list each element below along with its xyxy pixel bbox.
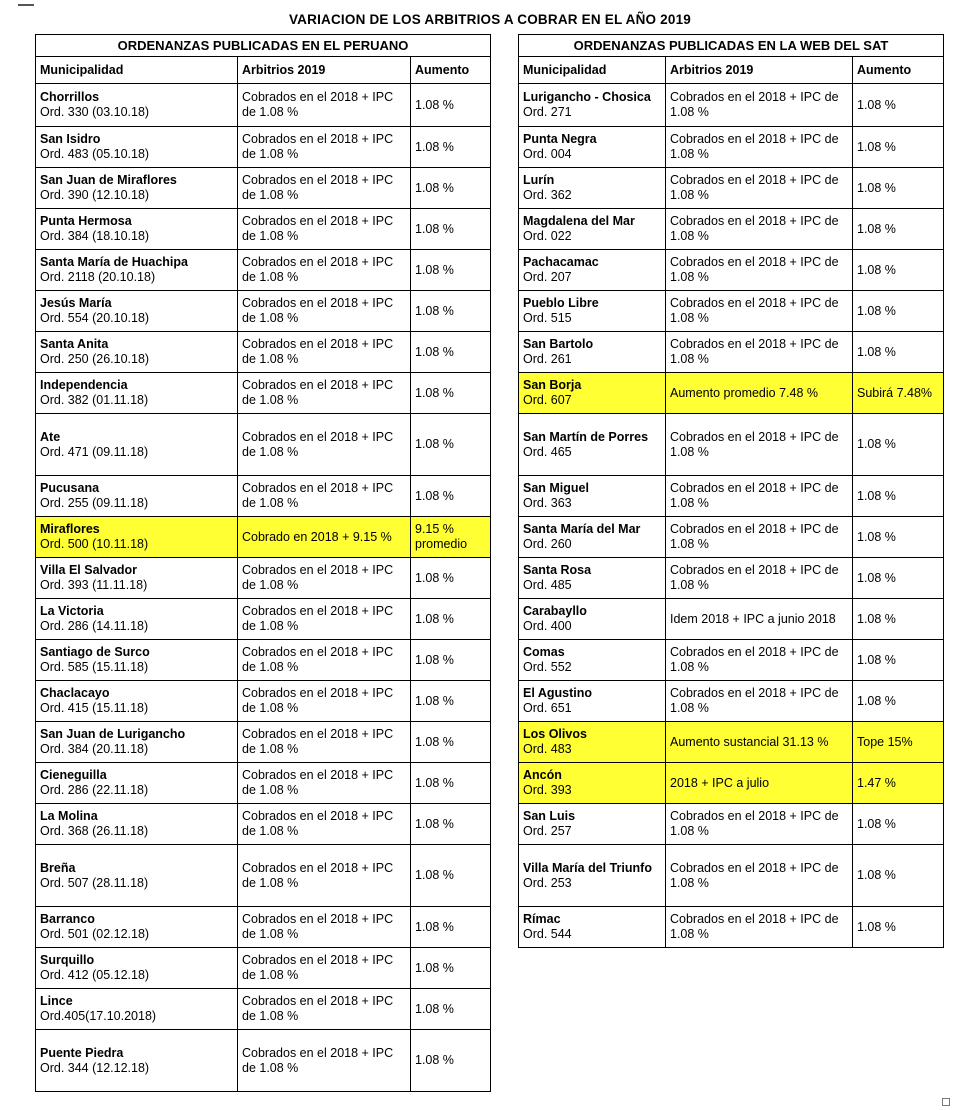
municipality-cell — [519, 84, 666, 127]
arbitrios-cell: Cobrados en el 2018 + IPC de 1.08 % — [666, 414, 853, 476]
ordinance-number: Ord. 507 (28.11.18) — [40, 875, 149, 890]
aumento-cell: 1.08 % — [411, 332, 491, 373]
arbitrios-cell: Cobrados en el 2018 + IPC de 1.08 % — [238, 640, 411, 681]
ordinance-number: Ord. 344 (12.12.18) — [40, 1060, 150, 1075]
ordinance-number: Ord. 255 (09.11.18) — [40, 496, 149, 510]
table-row — [36, 168, 491, 209]
table-row — [36, 599, 491, 640]
aumento-cell: 1.08 % — [853, 845, 944, 907]
ordinance-number: Ord. 393 (11.11.18) — [40, 578, 148, 592]
municipality-cell — [519, 250, 666, 291]
table-row — [36, 291, 491, 332]
municipality-cell — [519, 476, 666, 517]
municipality-cell — [519, 332, 666, 373]
table-row — [519, 291, 944, 332]
aumento-cell: 1.08 % — [411, 558, 491, 599]
municipality-name: Puente Piedra — [40, 1045, 124, 1060]
ordinance-number: Ord. 607 — [523, 393, 572, 407]
municipality-cell — [36, 332, 238, 373]
aumento-cell: 1.08 % — [411, 722, 491, 763]
municipality-cell — [519, 907, 666, 948]
corner-mark — [18, 0, 34, 6]
municipality-name: Pueblo Libre — [523, 296, 599, 310]
aumento-cell: 1.08 % — [853, 558, 944, 599]
municipality-cell — [519, 681, 666, 722]
municipality-name: Santa Rosa — [523, 563, 592, 577]
municipality-cell — [36, 640, 238, 681]
table-row — [36, 845, 491, 907]
municipality-name: Comas — [523, 645, 565, 659]
arbitrios-cell: Cobrados en el 2018 + IPC de 1.08 % — [238, 558, 411, 599]
municipality-name: Punta Negra — [523, 132, 597, 146]
ordinance-number: Ord. 384 (20.11.18) — [40, 742, 149, 756]
table-row — [519, 640, 944, 681]
municipality-cell — [36, 804, 238, 845]
arbitrios-cell: Cobrados en el 2018 + IPC de 1.08 % — [666, 250, 853, 291]
arbitrios-cell: Cobrados en el 2018 + IPC de 1.08 % — [238, 373, 411, 414]
municipality-cell — [36, 989, 238, 1030]
table-row — [36, 517, 491, 558]
arbitrios-cell: Cobrados en el 2018 + IPC de 1.08 % — [238, 332, 411, 373]
ordinance-number: Ord. 362 — [523, 188, 572, 202]
arbitrios-cell: Cobrados en el 2018 + IPC de 1.08 % — [666, 291, 853, 332]
municipality-name: Santa María del Mar — [523, 522, 641, 536]
municipality-name: Villa El Salvador — [40, 563, 138, 577]
ordinance-number: Ord. 207 — [523, 270, 572, 284]
municipality-cell — [36, 127, 238, 168]
municipality-name: Breña — [40, 860, 76, 875]
arbitrios-cell: 2018 + IPC a julio — [666, 763, 853, 804]
municipality-name: Pachacamac — [523, 255, 599, 269]
table-row — [519, 681, 944, 722]
municipality-cell — [519, 722, 666, 763]
table-row — [36, 476, 491, 517]
arbitrios-cell: Cobrados en el 2018 + IPC de 1.08 % — [666, 845, 853, 907]
municipality-cell — [519, 763, 666, 804]
arbitrios-cell: Cobrados en el 2018 + IPC de 1.08 % — [666, 332, 853, 373]
municipality-name: Los Olivos — [523, 727, 587, 741]
arbitrios-cell: Cobrados en el 2018 + IPC de 1.08 % — [666, 127, 853, 168]
arbitrios-cell: Cobrados en el 2018 + IPC de 1.08 % — [238, 291, 411, 332]
aumento-cell: 1.08 % — [853, 209, 944, 250]
table-caption: ORDENANZAS PUBLICADAS EN LA WEB DEL SAT — [519, 35, 944, 57]
arbitrios-cell: Cobrados en el 2018 + IPC de 1.08 % — [666, 168, 853, 209]
arbitrios-cell: Cobrados en el 2018 + IPC de 1.08 % — [238, 209, 411, 250]
municipality-name: San Luis — [523, 809, 576, 823]
ordinance-number: Ord. 412 (05.12.18) — [40, 968, 150, 982]
ordinance-number: Ord. 2118 (20.10.18) — [40, 270, 156, 284]
column-header-aumento: Aumento — [411, 57, 491, 84]
table-row — [36, 127, 491, 168]
municipality-cell — [519, 558, 666, 599]
municipality-name: Ancón — [523, 768, 562, 782]
aumento-cell: Tope 15% — [853, 722, 944, 763]
municipality-cell — [36, 517, 238, 558]
aumento-cell: 1.08 % — [853, 168, 944, 209]
arbitrios-cell: Cobrados en el 2018 + IPC de 1.08 % — [666, 907, 853, 948]
aumento-cell: 1.08 % — [853, 84, 944, 127]
ordinance-number: Ord. 363 — [523, 496, 572, 510]
aumento-cell: 1.08 % — [411, 1030, 491, 1092]
arbitrios-cell: Cobrados en el 2018 + IPC de 1.08 % — [238, 722, 411, 763]
arbitrios-cell: Cobrados en el 2018 + IPC de 1.08 % — [238, 907, 411, 948]
municipality-name: San Miguel — [523, 481, 589, 495]
ordinance-number: Ord. 554 (20.10.18) — [40, 311, 150, 325]
municipality-name: Magdalena del Mar — [523, 214, 635, 228]
municipality-cell — [36, 84, 238, 127]
table-row — [519, 845, 944, 907]
table-row — [36, 1030, 491, 1092]
arbitrios-cell: Idem 2018 + IPC a junio 2018 — [666, 599, 853, 640]
table-row — [36, 84, 491, 127]
municipality-cell — [519, 640, 666, 681]
municipality-name: Lurigancho - Chosica — [523, 90, 651, 104]
aumento-cell: 9.15 % promedio — [411, 517, 491, 558]
aumento-cell: 1.08 % — [853, 291, 944, 332]
municipality-cell — [36, 414, 238, 476]
arbitrios-cell: Cobrados en el 2018 + IPC de 1.08 % — [666, 681, 853, 722]
table-row — [36, 640, 491, 681]
aumento-cell: 1.08 % — [853, 476, 944, 517]
municipality-cell — [519, 209, 666, 250]
arbitrios-cell: Cobrados en el 2018 + IPC de 1.08 % — [238, 845, 411, 907]
arbitrios-cell: Cobrados en el 2018 + IPC de 1.08 % — [666, 209, 853, 250]
table-row — [519, 127, 944, 168]
arbitrios-cell: Cobrados en el 2018 + IPC de 1.08 % — [238, 168, 411, 209]
aumento-cell: 1.08 % — [411, 476, 491, 517]
aumento-cell: 1.08 % — [853, 414, 944, 476]
table-row — [36, 414, 491, 476]
municipality-name: Pucusana — [40, 481, 100, 495]
table-row — [519, 722, 944, 763]
municipality-cell — [36, 168, 238, 209]
municipality-cell — [36, 599, 238, 640]
table-caption: ORDENANZAS PUBLICADAS EN EL PERUANO — [36, 35, 491, 57]
table-row — [36, 681, 491, 722]
municipality-cell — [36, 476, 238, 517]
table-row — [519, 250, 944, 291]
aumento-cell: 1.08 % — [411, 804, 491, 845]
table-row — [519, 763, 944, 804]
aumento-cell: Subirá 7.48% — [853, 373, 944, 414]
aumento-cell: 1.08 % — [853, 250, 944, 291]
aumento-cell: 1.47 % — [853, 763, 944, 804]
arbitrios-cell: Cobrados en el 2018 + IPC de 1.08 % — [238, 681, 411, 722]
municipality-name: San Martín de Porres — [523, 429, 649, 444]
ordinance-number: Ord. 390 (12.10.18) — [40, 188, 150, 202]
municipality-name: La Molina — [40, 809, 98, 823]
municipality-name: Santa María de Huachipa — [40, 255, 188, 269]
table-row — [519, 414, 944, 476]
arbitrios-cell: Cobrados en el 2018 + IPC de 1.08 % — [666, 804, 853, 845]
table-row — [36, 948, 491, 989]
municipality-name: San Isidro — [40, 132, 101, 146]
ordinance-number: Ord. 501 (02.12.18) — [40, 927, 150, 941]
municipality-cell — [519, 127, 666, 168]
ordinance-number: Ord. 271 — [523, 105, 572, 119]
page-end-mark — [942, 1098, 950, 1106]
municipality-name: Carabayllo — [523, 604, 587, 618]
municipality-cell — [36, 948, 238, 989]
table-row — [519, 599, 944, 640]
municipality-cell — [519, 291, 666, 332]
ordinance-number: Ord. 483 — [523, 742, 572, 756]
arbitrios-cell: Cobrados en el 2018 + IPC de 1.08 % — [238, 476, 411, 517]
municipality-name: San Bartolo — [523, 337, 594, 351]
arbitrios-cell: Cobrados en el 2018 + IPC de 1.08 % — [238, 763, 411, 804]
ordinance-number: Ord. 515 — [523, 311, 572, 325]
arbitrios-cell: Cobrados en el 2018 + IPC de 1.08 % — [666, 84, 853, 127]
ordinance-number: Ord.405(17.10.2018) — [40, 1009, 157, 1023]
ordinance-number: Ord. 393 — [523, 783, 572, 797]
municipality-name: Chorrillos — [40, 90, 100, 104]
table-row — [519, 907, 944, 948]
municipality-name: San Borja — [523, 378, 582, 392]
column-header-municipalidad: Municipalidad — [519, 57, 666, 84]
ordinance-number: Ord. 651 — [523, 701, 572, 715]
ordinance-number: Ord. 471 (09.11.18) — [40, 444, 149, 459]
aumento-cell: 1.08 % — [411, 948, 491, 989]
ordinance-number: Ord. 382 (01.11.18) — [40, 393, 149, 407]
municipality-cell — [519, 517, 666, 558]
aumento-cell: 1.08 % — [853, 640, 944, 681]
municipality-cell — [519, 599, 666, 640]
aumento-cell: 1.08 % — [411, 291, 491, 332]
page-title: VARIACION DE LOS ARBITRIOS A COBRAR EN EL AÑO 2019 — [288, 12, 692, 27]
table-row — [519, 168, 944, 209]
municipality-name: Independencia — [40, 378, 128, 392]
table-row — [36, 722, 491, 763]
municipality-name: Santa Anita — [40, 337, 109, 351]
table-row — [36, 209, 491, 250]
sat-web-ordinances-table — [518, 34, 944, 948]
arbitrios-cell: Cobrados en el 2018 + IPC de 1.08 % — [238, 804, 411, 845]
municipality-cell — [36, 681, 238, 722]
arbitrios-cell: Cobrados en el 2018 + IPC de 1.08 % — [238, 84, 411, 127]
peruano-ordinances-table — [35, 34, 491, 1092]
ordinance-number: Ord. 286 (14.11.18) — [40, 619, 149, 633]
municipality-cell — [36, 1030, 238, 1092]
municipality-name: Villa María del Triunfo — [523, 860, 652, 875]
aumento-cell: 1.08 % — [853, 127, 944, 168]
municipality-name: La Victoria — [40, 604, 104, 618]
arbitrios-cell: Cobrados en el 2018 + IPC de 1.08 % — [238, 1030, 411, 1092]
aumento-cell: 1.08 % — [853, 517, 944, 558]
municipality-name: Lurín — [523, 173, 555, 187]
aumento-cell: 1.08 % — [411, 989, 491, 1030]
ordinance-number: Ord. 485 — [523, 578, 572, 592]
arbitrios-cell: Cobrados en el 2018 + IPC de 1.08 % — [238, 127, 411, 168]
table-row — [519, 332, 944, 373]
aumento-cell: 1.08 % — [853, 907, 944, 948]
table-row — [519, 558, 944, 599]
municipality-cell — [36, 558, 238, 599]
ordinance-number: Ord. 330 (03.10.18) — [40, 105, 150, 119]
table-row — [519, 517, 944, 558]
ordinance-number: Ord. 260 — [523, 537, 572, 551]
aumento-cell: 1.08 % — [853, 599, 944, 640]
ordinance-number: Ord. 004 — [523, 147, 572, 161]
municipality-name: Miraflores — [40, 522, 100, 536]
column-header-municipalidad: Municipalidad — [36, 57, 238, 84]
municipality-cell — [519, 804, 666, 845]
ordinance-number: Ord. 415 (15.11.18) — [40, 701, 149, 715]
aumento-cell: 1.08 % — [411, 168, 491, 209]
aumento-cell: 1.08 % — [853, 681, 944, 722]
ordinance-number: Ord. 286 (22.11.18) — [40, 783, 149, 797]
arbitrios-cell: Cobrados en el 2018 + IPC de 1.08 % — [666, 517, 853, 558]
municipality-cell — [36, 763, 238, 804]
table-row — [519, 209, 944, 250]
municipality-name: Lince — [40, 994, 73, 1008]
municipality-cell — [36, 845, 238, 907]
municipality-cell — [36, 250, 238, 291]
arbitrios-cell: Cobrados en el 2018 + IPC de 1.08 % — [238, 250, 411, 291]
table-row — [519, 84, 944, 127]
aumento-cell: 1.08 % — [411, 250, 491, 291]
ordinance-number: Ord. 500 (10.11.18) — [40, 537, 149, 551]
municipality-cell — [519, 168, 666, 209]
municipality-cell — [519, 845, 666, 907]
arbitrios-cell: Cobrados en el 2018 + IPC de 1.08 % — [666, 640, 853, 681]
ordinance-number: Ord. 585 (15.11.18) — [40, 660, 149, 674]
arbitrios-cell: Cobrado en 2018 + 9.15 % — [238, 517, 411, 558]
column-header-aumento: Aumento — [853, 57, 944, 84]
ordinance-number: Ord. 552 — [523, 660, 572, 674]
ordinance-number: Ord. 261 — [523, 352, 572, 366]
ordinance-number: Ord. 257 — [523, 824, 572, 838]
municipality-cell — [519, 414, 666, 476]
municipality-cell — [36, 907, 238, 948]
aumento-cell: 1.08 % — [411, 209, 491, 250]
table-row — [36, 804, 491, 845]
arbitrios-cell: Cobrados en el 2018 + IPC de 1.08 % — [238, 414, 411, 476]
municipality-cell — [36, 209, 238, 250]
aumento-cell: 1.08 % — [411, 845, 491, 907]
aumento-cell: 1.08 % — [411, 640, 491, 681]
table-row — [36, 373, 491, 414]
arbitrios-cell: Cobrados en el 2018 + IPC de 1.08 % — [238, 948, 411, 989]
municipality-name: Jesús María — [40, 296, 112, 310]
ordinance-number: Ord. 544 — [523, 927, 572, 941]
table-row — [36, 907, 491, 948]
ordinance-number: Ord. 483 (05.10.18) — [40, 147, 150, 161]
arbitrios-cell: Cobrados en el 2018 + IPC de 1.08 % — [666, 476, 853, 517]
aumento-cell: 1.08 % — [411, 84, 491, 127]
municipality-name: San Juan de Miraflores — [40, 173, 177, 187]
municipality-cell — [36, 373, 238, 414]
arbitrios-cell: Cobrados en el 2018 + IPC de 1.08 % — [666, 558, 853, 599]
aumento-cell: 1.08 % — [411, 414, 491, 476]
column-header-arbitrios: Arbitrios 2019 — [666, 57, 853, 84]
municipality-name: Barranco — [40, 912, 95, 926]
table-row — [519, 476, 944, 517]
ordinance-number: Ord. 253 — [523, 875, 572, 890]
ordinance-number: Ord. 250 (26.10.18) — [40, 352, 150, 366]
municipality-name: Ate — [40, 429, 61, 444]
ordinance-number: Ord. 022 — [523, 229, 572, 243]
aumento-cell: 1.08 % — [411, 373, 491, 414]
municipality-name: Surquillo — [40, 953, 95, 967]
ordinance-number: Ord. 400 — [523, 619, 572, 633]
aumento-cell: 1.08 % — [411, 907, 491, 948]
municipality-name: San Juan de Lurigancho — [40, 727, 186, 741]
aumento-cell: 1.08 % — [411, 681, 491, 722]
column-header-arbitrios: Arbitrios 2019 — [238, 57, 411, 84]
municipality-cell — [36, 722, 238, 763]
aumento-cell: 1.08 % — [853, 804, 944, 845]
ordinance-number: Ord. 465 — [523, 444, 572, 459]
table-row — [36, 332, 491, 373]
arbitrios-cell: Cobrados en el 2018 + IPC de 1.08 % — [238, 599, 411, 640]
municipality-name: Cieneguilla — [40, 768, 107, 782]
aumento-cell: 1.08 % — [411, 599, 491, 640]
table-row — [36, 250, 491, 291]
municipality-cell — [519, 373, 666, 414]
ordinance-number: Ord. 368 (26.11.18) — [40, 824, 149, 838]
arbitrios-cell: Aumento sustancial 31.13 % — [666, 722, 853, 763]
municipality-name: Rímac — [523, 912, 561, 926]
arbitrios-cell: Aumento promedio 7.48 % — [666, 373, 853, 414]
table-row — [36, 763, 491, 804]
aumento-cell: 1.08 % — [411, 127, 491, 168]
table-row — [36, 989, 491, 1030]
arbitrios-cell: Cobrados en el 2018 + IPC de 1.08 % — [238, 989, 411, 1030]
table-row — [519, 804, 944, 845]
municipality-name: Chaclacayo — [40, 686, 110, 700]
aumento-cell: 1.08 % — [411, 763, 491, 804]
table-row — [36, 558, 491, 599]
municipality-cell — [36, 291, 238, 332]
municipality-name: El Agustino — [523, 686, 592, 700]
table-row — [519, 373, 944, 414]
aumento-cell: 1.08 % — [853, 332, 944, 373]
municipality-name: Punta Hermosa — [40, 214, 132, 228]
municipality-name: Santiago de Surco — [40, 645, 150, 659]
ordinance-number: Ord. 384 (18.10.18) — [40, 229, 150, 243]
